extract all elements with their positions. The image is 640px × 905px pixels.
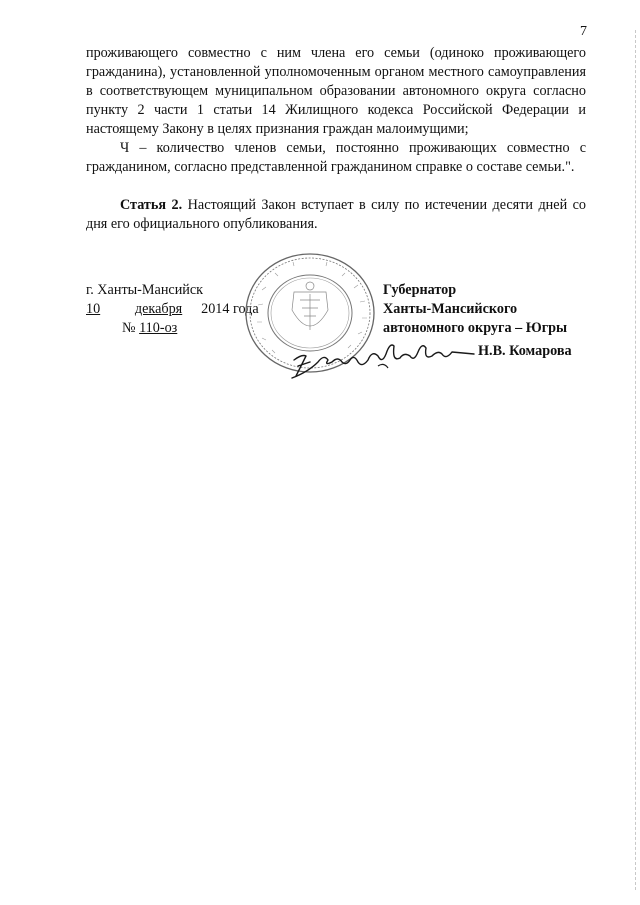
- signing-year: 2014 года: [201, 301, 259, 317]
- law-number-prefix: №: [122, 320, 136, 336]
- article-2: [86, 196, 586, 234]
- governor-title-line-3: автономного округа – Югры: [383, 320, 568, 336]
- signing-date: [86, 300, 259, 319]
- document-body: [86, 44, 586, 234]
- governor-title-line-2: Ханты-Мансийского: [383, 301, 518, 317]
- page-number: 7: [580, 24, 587, 39]
- signing-city: г. Ханты-Мансийск: [86, 282, 204, 298]
- governor-title-line-1: Губернатор: [383, 282, 457, 298]
- scan-edge-line: [634, 30, 636, 890]
- paragraph-family-members: Ч – количество членов семьи, постоянно проживающих совместно с гражданином, согласно представленной гражданином справке о составе семьи.".: [86, 140, 586, 175]
- article-2-label: Статья 2.: [120, 197, 183, 213]
- governor-name: Н.В. Комарова: [478, 343, 572, 359]
- law-number: [86, 319, 259, 338]
- paragraph-formula-continuation: проживающего совместно с ним члена его семьи (одиноко проживающего гражданина), установленной уполномоченным органом местного самоуправления в соответствующем муниципальном образовании автономного округа согласно пункту 2 части 1 статьи 14 Жилищного кодекса Российской Федерации и настоящему Закону в целях признания граждан малоимущими;: [86, 45, 586, 137]
- law-number-value: 110-оз: [139, 320, 178, 336]
- article-2-text: Настоящий Закон вступает в силу по истечении десяти дней со дня его официального опубликования.: [86, 197, 587, 232]
- signing-day: 10: [86, 301, 101, 317]
- handwritten-signature: [288, 332, 478, 384]
- signing-details: [86, 281, 259, 338]
- signing-month: декабря: [134, 301, 183, 317]
- governor-title: [383, 281, 567, 338]
